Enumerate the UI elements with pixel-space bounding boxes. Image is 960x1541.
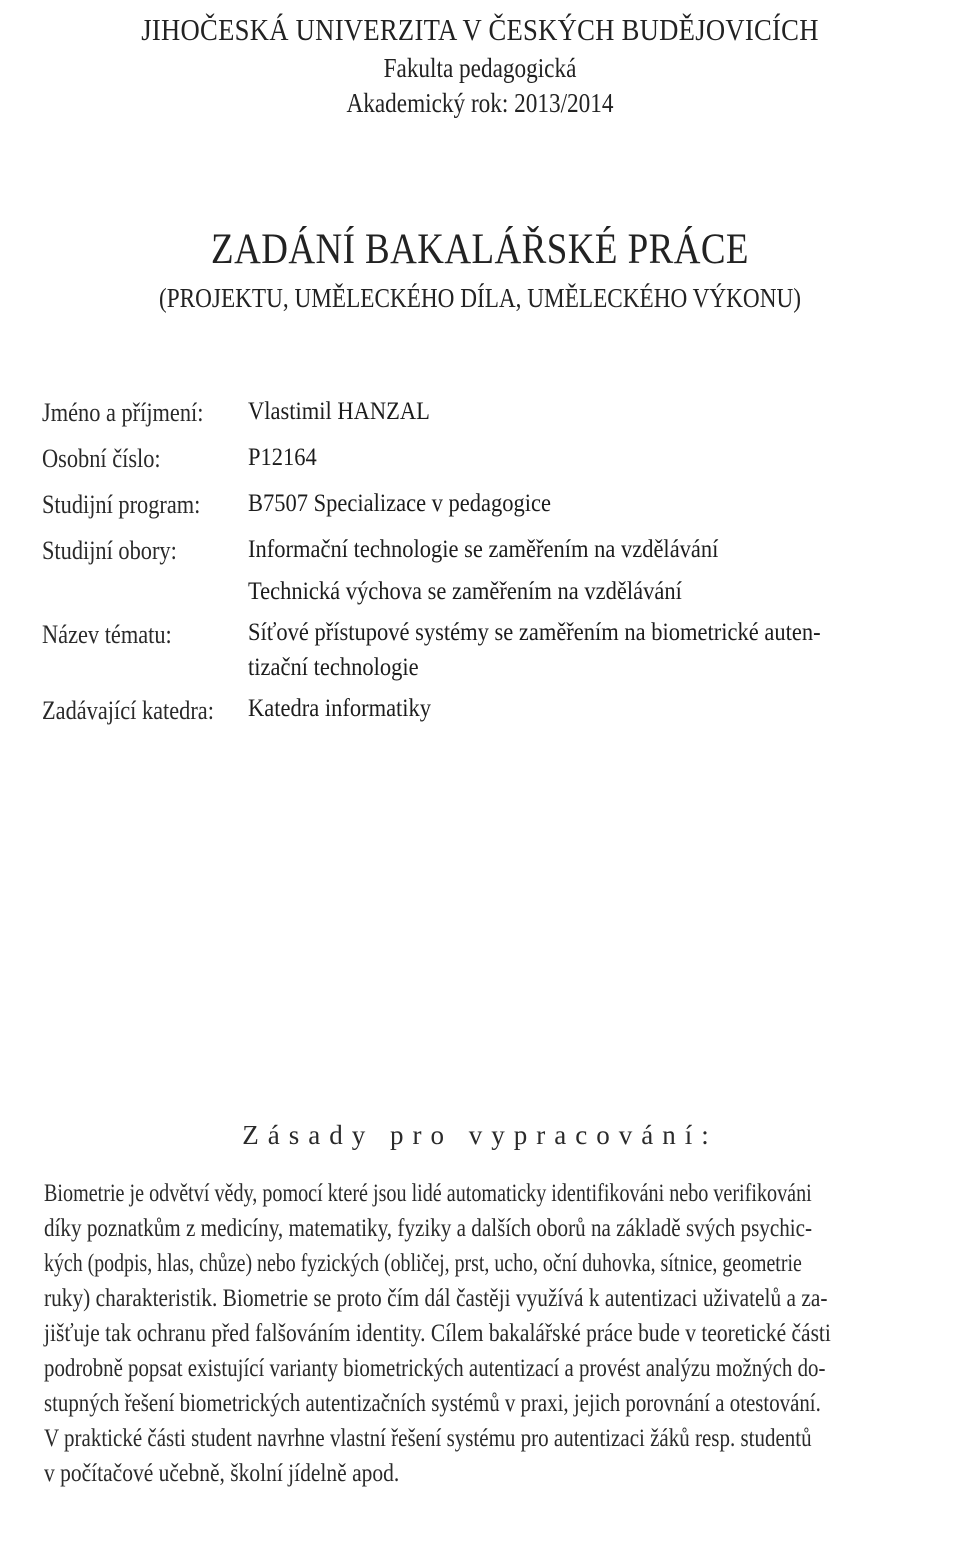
paragraph-line: Biometrie je odvětví vědy, pomocí které jsou lidé automaticky identifikováni nebo verifikováni xyxy=(44,1180,812,1207)
name-value: Vlastimil HANZAL xyxy=(248,398,430,425)
paragraph-line: V praktické části student navrhne vlastní řešení systému pro autentizaci žáků resp. studentů xyxy=(44,1425,812,1452)
principles-heading: Zásady pro vypracování: xyxy=(242,1120,718,1150)
faculty-name: Fakulta pedagogická xyxy=(383,53,577,83)
academic-year: Akademický rok: 2013/2014 xyxy=(346,88,614,118)
document-subtitle: (PROJEKTU, UMĚLECKÉHO DÍLA, UMĚLECKÉHO VÝKONU) xyxy=(159,283,801,313)
paragraph-line: kých (podpis, hlas, chůze) nebo fyzických (obličej, prst, ucho, oční duhovka, sítnice, geometrie xyxy=(44,1250,802,1277)
topic-line-1: Síťové přístupové systémy se zaměřením na biometrické auten- xyxy=(248,619,821,646)
study-program-label: Studijní program: xyxy=(42,490,201,519)
personal-number-label: Osobní číslo: xyxy=(42,444,161,473)
paragraph-line: podrobně popsat existující varianty biometrických autentizací a provést analýzu možných do- xyxy=(44,1355,826,1382)
study-fields-label: Studijní obory: xyxy=(42,536,177,565)
paragraph-line: stupných řešení biometrických autentizačních systémů v praxi, jejich porovnání a otestování. xyxy=(44,1390,821,1417)
study-field-2: Technická výchova se zaměřením na vzdělávání xyxy=(248,578,682,605)
paragraph-line: díky poznatkům z medicíny, matematiky, fyziky a dalších oborů na základě svých psychic- xyxy=(44,1215,813,1242)
study-field-1: Informační technologie se zaměřením na vzdělávání xyxy=(248,536,719,563)
study-program-value: B7507 Specializace v pedagogice xyxy=(248,490,552,517)
department-value: Katedra informatiky xyxy=(248,695,432,722)
topic-line-2: tizační technologie xyxy=(248,654,419,681)
paragraph-line: jišťuje tak ochranu před falšováním identity. Cílem bakalářské práce bude v teoretické části xyxy=(44,1320,831,1347)
department-label: Zadávající katedra: xyxy=(42,696,214,725)
personal-number-value: P12164 xyxy=(248,444,317,471)
paragraph-line: ruky) charakteristik. Biometrie se proto čím dál častěji využívá k autentizaci uživatelů a za- xyxy=(44,1285,828,1312)
document-title: ZADÁNÍ BAKALÁŘSKÉ PRÁCE xyxy=(211,226,749,273)
name-label: Jméno a příjmení: xyxy=(42,398,204,427)
paragraph-line: v počítačové učebně, školní jídelně apod. xyxy=(44,1460,400,1487)
topic-label: Název tématu: xyxy=(42,620,172,649)
university-name: JIHOČESKÁ UNIVERZITA V ČESKÝCH BUDĚJOVICÍCH xyxy=(141,12,819,47)
